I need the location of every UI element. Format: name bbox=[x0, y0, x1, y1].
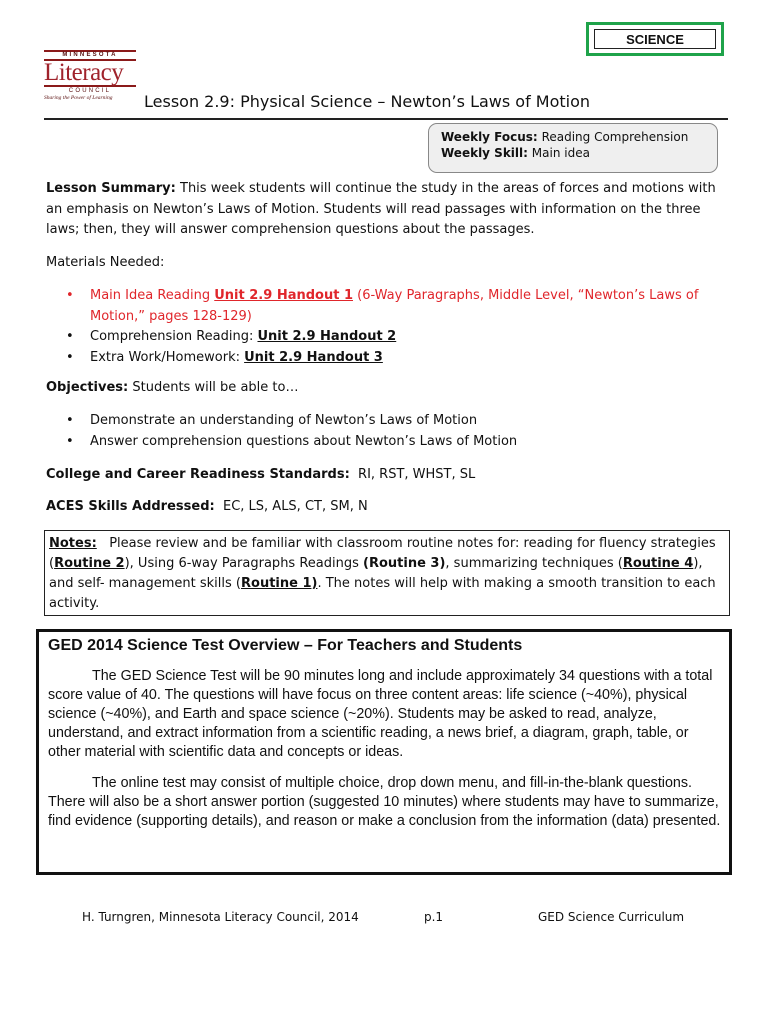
notes-text: Please review and be familiar with classroom routine notes for: reading for fluency strategies ( bbox=[49, 536, 716, 571]
objective-text: Answer comprehension questions about Newton’s Laws of Motion bbox=[90, 433, 518, 449]
notes-text: , summarizing techniques ( bbox=[445, 556, 623, 571]
logo-bottom-text: COUNCIL bbox=[44, 85, 136, 95]
footer-author: H. Turngren, Minnesota Literacy Council, 2014 bbox=[82, 910, 359, 924]
notes-text: . The notes will help with making a smooth transition to each activity. bbox=[49, 576, 716, 611]
aces-label: ACES Skills Addressed: bbox=[46, 499, 215, 514]
science-badge bbox=[586, 22, 724, 56]
routine-1-link: Routine 1) bbox=[241, 576, 318, 591]
ged-overview-paragraph-2: The online test may consist of multiple choice, drop down menu, and fill-in-the-blank questions. There will also be a short answer portion (suggested 10 minutes) where students may have to summarize, find evidence (supporting details), and reason or make a conclusion from the information (data) presented. bbox=[48, 775, 721, 829]
standards-label: College and Career Readiness Standards: bbox=[46, 467, 350, 482]
ged-overview-paragraph-1: The GED Science Test will be 90 minutes long and include approximately 34 questions with a total score value of 40. The questions will have focus on three content areas: life science (~40%), physical science (~40%), and Earth and space science (~20%). Students may be asked to read, analyze, understand, and extract information from a scientific reading, a news brief, a diagram, graph, table, or other material with scientific data and concepts or ideas. bbox=[48, 668, 713, 760]
bullet-icon: • bbox=[66, 349, 74, 365]
footer-page: p.1 bbox=[424, 910, 444, 924]
weekly-skill-value: Main idea bbox=[531, 146, 590, 160]
routine-3-text: (Routine 3) bbox=[363, 556, 446, 571]
title-divider bbox=[44, 118, 728, 120]
science-badge-label: SCIENCE bbox=[594, 29, 716, 49]
standards bbox=[46, 465, 726, 486]
bullet-icon: • bbox=[66, 288, 74, 303]
weekly-skill-label: Weekly Skill: bbox=[441, 146, 528, 160]
standards-value: RI, RST, WHST, SL bbox=[358, 467, 476, 482]
objective-text: Demonstrate an understanding of Newton’s Laws of Motion bbox=[90, 413, 478, 428]
materials-item-prefix: Extra Work/Homework: bbox=[90, 349, 245, 365]
weekly-skill-row bbox=[441, 145, 705, 161]
lesson-summary bbox=[46, 179, 726, 241]
routine-4-link: Routine 4 bbox=[622, 556, 694, 571]
weekly-focus-box bbox=[428, 123, 718, 173]
handout-2-link[interactable]: Unit 2.9 Handout 2 bbox=[257, 329, 397, 344]
materials-heading: Materials Needed: bbox=[46, 255, 165, 270]
materials-item-prefix: Main Idea Reading bbox=[90, 288, 215, 303]
handout-1-link[interactable]: Unit 2.9 Handout 1 bbox=[214, 288, 353, 303]
logo-main-text: Literacy bbox=[44, 59, 124, 86]
objective-item bbox=[46, 411, 726, 432]
literacy-council-logo bbox=[44, 50, 136, 110]
notes-box bbox=[44, 530, 730, 616]
routine-2-link: Routine 2 bbox=[54, 556, 125, 571]
objectives-intro: Students will be able to… bbox=[132, 380, 299, 395]
materials-list bbox=[46, 286, 726, 368]
materials-item bbox=[46, 286, 726, 327]
logo-top-text: MINNESOTA bbox=[44, 50, 136, 61]
weekly-focus-label: Weekly Focus: bbox=[441, 130, 538, 144]
lesson-summary-text: This week students will continue the study in the areas of forces and motions with an emphasis on Newton’s Laws of Motion. Students will read passages with information on the three laws; then, they will answer comprehension questions about the passages. bbox=[46, 181, 716, 237]
bullet-icon: • bbox=[66, 413, 74, 428]
weekly-focus-row bbox=[441, 129, 705, 145]
logo-tagline: Sharing the Power of Learning bbox=[44, 95, 113, 101]
objective-item bbox=[46, 432, 726, 453]
lesson-summary-label: Lesson Summary: bbox=[46, 181, 176, 196]
aces-skills bbox=[46, 497, 726, 518]
ged-overview-box bbox=[36, 629, 732, 875]
objectives bbox=[46, 378, 726, 399]
handout-3-link[interactable]: Unit 2.9 Handout 3 bbox=[244, 349, 383, 365]
footer-curriculum: GED Science Curriculum bbox=[538, 910, 685, 924]
weekly-focus-value: Reading Comprehension bbox=[541, 130, 689, 144]
objectives-label: Objectives: bbox=[46, 380, 129, 395]
bullet-icon: • bbox=[66, 433, 74, 449]
materials-item-suffix: (6-Way Paragraphs, Middle Level, “Newton’s Laws of Motion,” pages 128-129) bbox=[90, 288, 699, 324]
bullet-icon: • bbox=[66, 329, 74, 344]
materials-item-prefix: Comprehension Reading: bbox=[90, 329, 258, 344]
notes-text: ), Using 6-way Paragraphs Readings bbox=[124, 556, 364, 571]
lesson-title: Lesson 2.9: Physical Science – Newton’s Laws of Motion bbox=[144, 92, 591, 111]
aces-value: EC, LS, ALS, CT, SM, N bbox=[222, 499, 368, 514]
notes-text: ), and self- management skills ( bbox=[49, 556, 703, 591]
materials-item bbox=[46, 348, 726, 369]
materials-item bbox=[46, 327, 726, 348]
notes-label: Notes: bbox=[49, 536, 97, 551]
objectives-list bbox=[46, 411, 726, 452]
ged-overview-title: GED 2014 Science Test Overview – For Teachers and Students bbox=[48, 637, 523, 654]
